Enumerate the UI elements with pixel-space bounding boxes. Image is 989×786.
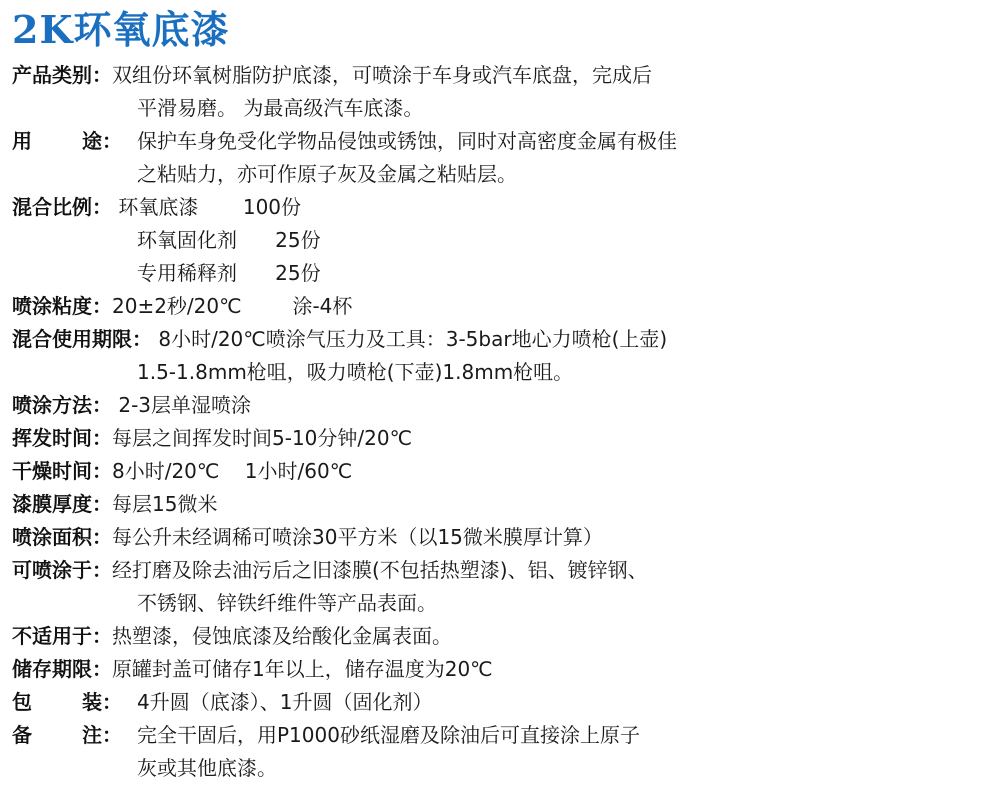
spec-line: 双组份环氧树脂防护底漆，可喷涂于车身或汽车底盘，完成后 bbox=[112, 63, 652, 87]
spec-row-usage bbox=[12, 126, 972, 157]
spec-row-continuation bbox=[12, 357, 972, 388]
spec-label: 混合比例： bbox=[12, 195, 112, 219]
spec-row-continuation bbox=[12, 225, 972, 256]
spec-label bbox=[12, 720, 122, 751]
spec-line: 环氧底漆 100份 bbox=[112, 195, 302, 219]
spec-label-part: 包 bbox=[12, 690, 32, 714]
spec-line: 8小时/20℃喷涂气压力及工具：3-5bar地心力喷枪(上壶) bbox=[152, 327, 668, 351]
spec-line: 环氧固化剂 25份 bbox=[137, 228, 321, 252]
spec-line: 2-3层单湿喷涂 bbox=[112, 393, 252, 417]
spec-label: 喷涂面积： bbox=[12, 525, 112, 549]
spec-label: 挥发时间： bbox=[12, 426, 112, 450]
spec-value bbox=[112, 522, 972, 553]
spec-line: 4升圆（底漆）、1升圆（固化剂） bbox=[137, 690, 433, 714]
spec-row-continuation bbox=[12, 93, 972, 124]
spec-label-part: 途： bbox=[82, 129, 122, 153]
page-title: 2K环氧底漆 bbox=[12, 7, 230, 52]
spec-row-packaging bbox=[12, 687, 972, 718]
spec-line: 热塑漆，侵蚀底漆及给酸化金属表面。 bbox=[112, 624, 452, 648]
spec-label: 不适用于： bbox=[12, 624, 112, 648]
spec-label bbox=[12, 126, 122, 157]
spec-line: 每层15微米 bbox=[112, 492, 218, 516]
spec-label-part: 备 bbox=[12, 723, 32, 747]
spec-label: 储存期限： bbox=[12, 657, 112, 681]
spec-label-part: 装： bbox=[82, 690, 122, 714]
spec-value bbox=[122, 126, 972, 157]
spec-value bbox=[112, 456, 972, 487]
spec-value bbox=[122, 687, 972, 718]
spec-value bbox=[152, 324, 972, 355]
spec-row-continuation bbox=[12, 159, 972, 190]
spec-line: 不锈钢、锌铁纤维件等产品表面。 bbox=[137, 591, 437, 615]
spec-line: 20±2秒/20℃ 涂-4杯 bbox=[112, 294, 353, 318]
spec-line: 之粘贴力，亦可作原子灰及金属之粘贴层。 bbox=[137, 162, 517, 186]
spec-row-shelf-life bbox=[12, 654, 972, 685]
spec-line: 经打磨及除去油污后之旧漆膜(不包括热塑漆)、铝、镀锌钢、 bbox=[112, 558, 648, 582]
spec-label: 喷涂方法： bbox=[12, 393, 112, 417]
spec-row-product-category bbox=[12, 60, 972, 91]
spec-line: 每层之间挥发时间5-10分钟/20℃ bbox=[112, 426, 413, 450]
spec-row-flash-time bbox=[12, 423, 972, 454]
spec-value bbox=[112, 621, 972, 652]
spec-value bbox=[122, 720, 972, 751]
spec-value bbox=[112, 489, 972, 520]
spec-row-pot-life bbox=[12, 324, 972, 355]
spec-value bbox=[112, 192, 972, 223]
spec-value bbox=[112, 654, 972, 685]
spec-line: 灰或其他底漆。 bbox=[137, 756, 277, 780]
spec-label: 干燥时间： bbox=[12, 459, 112, 483]
spec-label: 产品类别： bbox=[12, 63, 112, 87]
spec-row-not-applicable bbox=[12, 621, 972, 652]
spec-label-part: 用 bbox=[12, 129, 32, 153]
spec-label: 喷涂粘度： bbox=[12, 294, 112, 318]
spec-label-part: 注： bbox=[82, 723, 122, 747]
spec-row-coverage bbox=[12, 522, 972, 553]
spec-line: 每公升未经调稀可喷涂30平方米（以15微米膜厚计算） bbox=[112, 525, 603, 549]
spec-row-spray-method bbox=[12, 390, 972, 421]
spec-label: 混合使用期限： bbox=[12, 327, 152, 351]
spec-row-spray-viscosity bbox=[12, 291, 972, 322]
spec-row-applicable-surfaces bbox=[12, 555, 972, 586]
spec-label bbox=[12, 687, 122, 718]
spec-list bbox=[12, 60, 972, 786]
spec-row-mix-ratio bbox=[12, 192, 972, 223]
spec-row-remarks bbox=[12, 720, 972, 751]
spec-line: 原罐封盖可储存1年以上，储存温度为20℃ bbox=[112, 657, 493, 681]
spec-line: 完全干固后，用P1000砂纸湿磨及除油后可直接涂上原子 bbox=[137, 723, 640, 747]
spec-row-continuation bbox=[12, 258, 972, 289]
spec-line: 1.5-1.8mm枪咀，吸力喷枪(下壶)1.8mm枪咀。 bbox=[137, 360, 574, 384]
spec-line: 平滑易磨。 为最高级汽车底漆。 bbox=[137, 96, 424, 120]
spec-line: 8小时/20℃ 1小时/60℃ bbox=[112, 459, 353, 483]
spec-row-drying-time bbox=[12, 456, 972, 487]
spec-label: 可喷涂于： bbox=[12, 558, 112, 582]
spec-value bbox=[112, 423, 972, 454]
spec-line: 保护车身免受化学物品侵蚀或锈蚀，同时对高密度金属有极佳 bbox=[137, 129, 677, 153]
spec-value bbox=[112, 390, 972, 421]
spec-line: 专用稀释剂 25份 bbox=[137, 261, 321, 285]
spec-value bbox=[112, 291, 972, 322]
spec-value bbox=[112, 60, 972, 91]
spec-label: 漆膜厚度： bbox=[12, 492, 112, 516]
spec-value bbox=[112, 555, 972, 586]
spec-row-continuation bbox=[12, 588, 972, 619]
spec-row-film-thickness bbox=[12, 489, 972, 520]
